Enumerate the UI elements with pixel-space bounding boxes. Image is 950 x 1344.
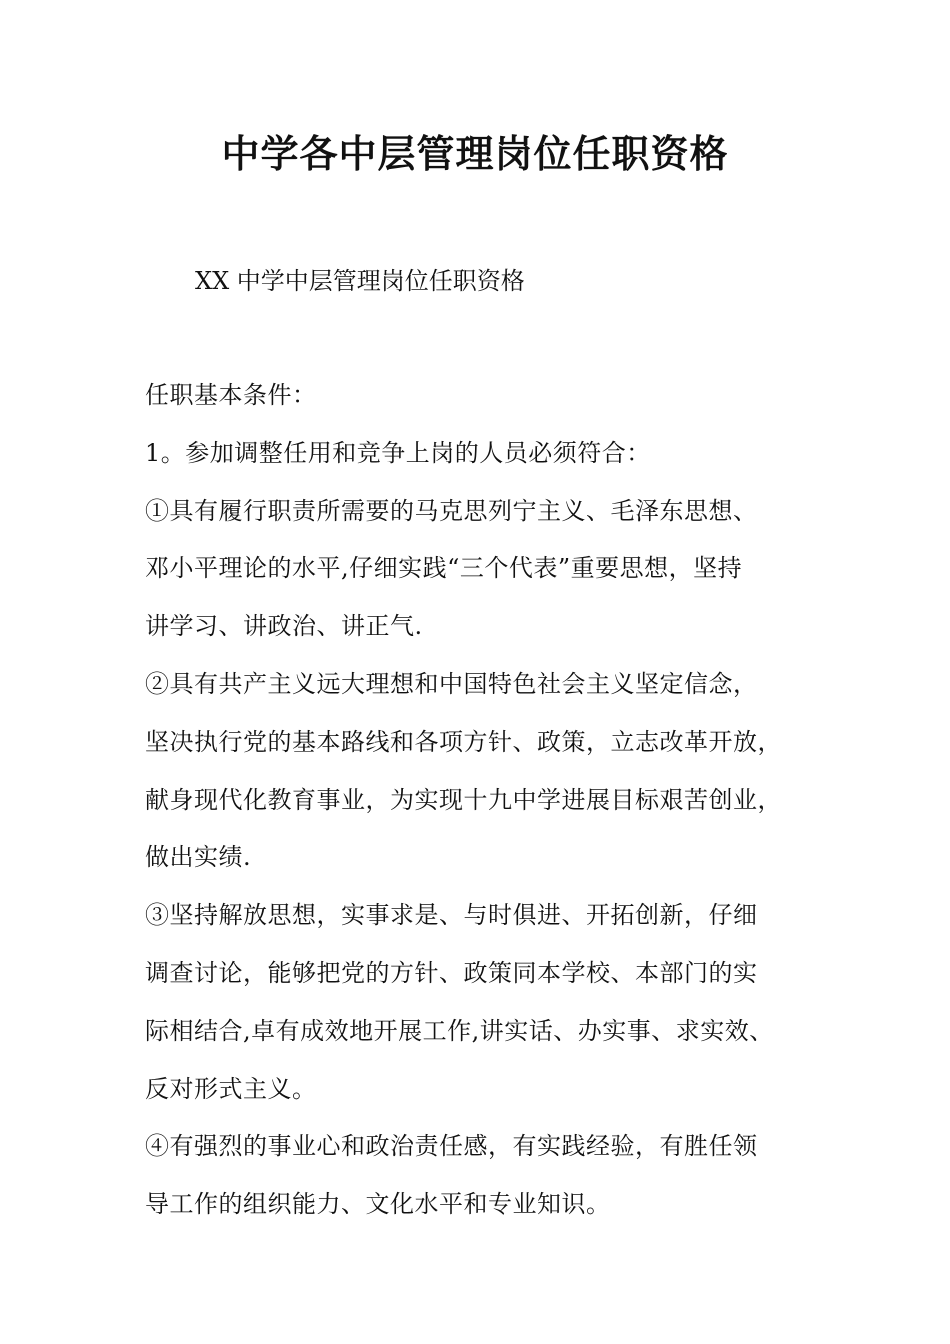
body-line: ②具有共产主义远大理想和中国特色社会主义坚定信念，	[145, 669, 758, 698]
body-line: 献身现代化教育事业，为实现十九中学进展目标艰苦创业，	[145, 785, 782, 814]
body-line: 邓小平理论的水平,仔细实践“三个代表”重要思想，坚持	[145, 554, 743, 583]
body-line: ④有强烈的事业心和政治责任感，有实践经验，有胜任领	[145, 1132, 758, 1161]
body-line: ③坚持解放思想，实事求是、与时俱进、开拓创新，仔细	[145, 901, 758, 930]
body-line: 任职基本条件：	[145, 381, 317, 409]
body-line: 反对形式主义。	[145, 1074, 317, 1103]
document-subtitle: XX 中学中层管理岗位任职资格	[195, 267, 525, 295]
body-line: 坚决执行党的基本路线和各项方针、政策，立志改革开放，	[145, 727, 782, 756]
body-line: 调查讨论，能够把党的方针、政策同本学校、本部门的实	[145, 958, 758, 987]
body-line: 1。参加调整任用和竞争上岗的人员必须符合：	[145, 438, 651, 467]
body-line: 导工作的组织能力、文化水平和专业知识。	[145, 1190, 611, 1219]
document-title: 中学各中层管理岗位任职资格	[221, 132, 729, 176]
body-line: ①具有履行职责所需要的马克思列宁主义、毛泽东思想、	[145, 496, 758, 525]
document-body	[145, 377, 835, 1244]
body-line: 做出实绩.	[145, 843, 252, 872]
body-line: 讲学习、讲政治、讲正气.	[145, 612, 423, 641]
body-line: 际相结合,卓有成效地开展工作,讲实话、办实事、求实效、	[145, 1016, 774, 1045]
